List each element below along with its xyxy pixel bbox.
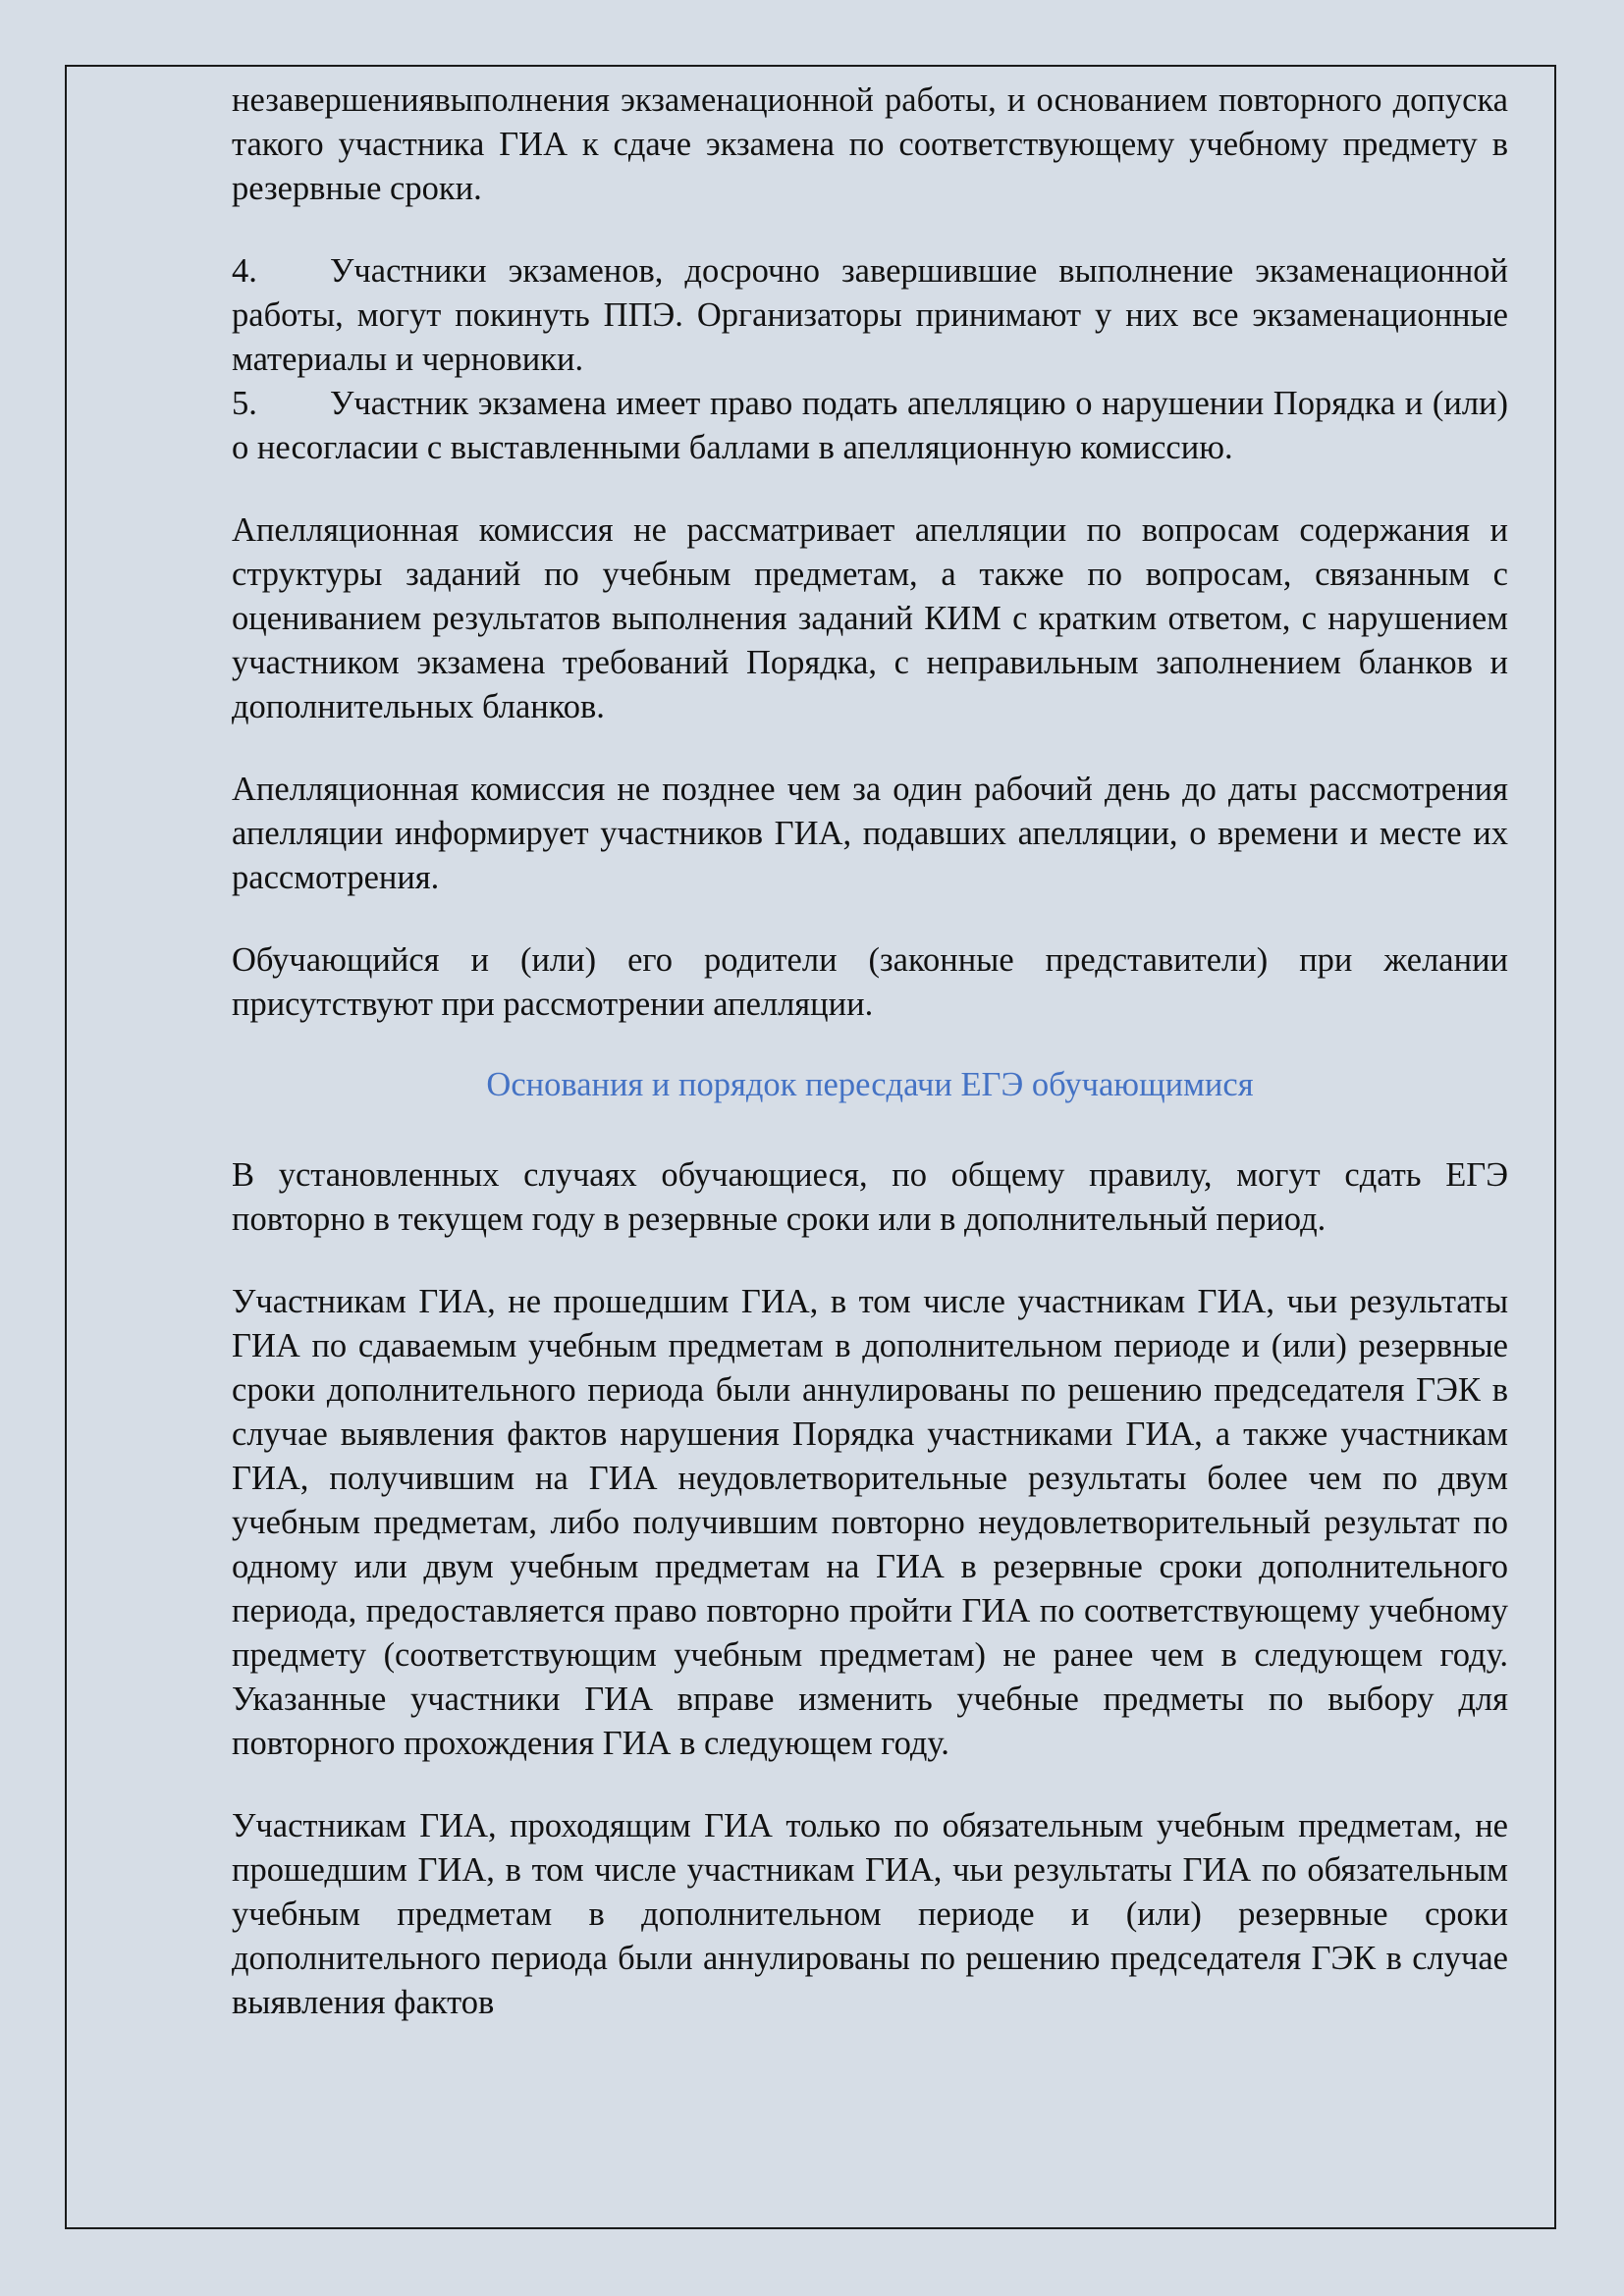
paragraph-retake-general: В установленных случаях обучающиеся, по общему правилу, могут сдать ЕГЭ повторно в текущем году в резервные сроки или в дополнительный период. bbox=[232, 1156, 1508, 1238]
paragraph-continuation: незавершениявыполнения экзаменационной работы, и основанием повторного допуска такого участника ГИА к сдаче экзамена по соответствующему учебному предмету в резервные сроки. bbox=[232, 81, 1508, 207]
list-item-text: Участник экзамена имеет право подать апелляцию о нарушении Порядка и (или) о несогласии с выставленными баллами в апелляционную комиссию. bbox=[232, 385, 1508, 466]
list-item-4 bbox=[232, 249, 1508, 382]
paragraph-appeal-notice: Апелляционная комиссия не позднее чем за один рабочий день до даты рассмотрения апелляции информирует участников ГИА, подавших апелляции, о времени и месте их рассмотрения. bbox=[232, 771, 1508, 896]
list-number: 4. bbox=[232, 252, 257, 290]
list-item-5 bbox=[232, 382, 1508, 470]
paragraph-retake-next-year: Участникам ГИА, не прошедшим ГИА, в том числе участникам ГИА, чьи результаты ГИА по сдаваемым учебным предметам в дополнительном периоде и (или) резервные сроки дополнительного периода были аннулированы по решению председателя ГЭК в случае выявления фактов нарушения Порядка участниками ГИА, а также участникам ГИА, получившим на ГИА неудовлетворительные результаты более чем по двум учебным предметам, либо получившим повторно неудовлетворительный результат по одному или двум учебным предметам на ГИА в резервные сроки дополнительного периода, предоставляется право повторно пройти ГИА по соответствующему учебному предмету (соответствующим учебным предметам) не ранее чем в следующем году. Указанные участники ГИА вправе изменить учебные предметы по выбору для повторного прохождения ГИА в следующем году. bbox=[232, 1283, 1508, 1762]
paragraph-mandatory-subjects: Участникам ГИА, проходящим ГИА только по обязательным учебным предметам, не прошедшим ГИА, в том числе участникам ГИА, чьи результаты ГИА по обязательным учебным предметам в дополнительном периоде и (или) резервные сроки дополнительного периода были аннулированы по решению председателя ГЭК в случае выявления фактов bbox=[232, 1807, 1508, 2021]
section-heading: Основания и порядок пересдачи ЕГЭ обучающимися bbox=[486, 1066, 1254, 1103]
list-number: 5. bbox=[232, 385, 257, 422]
paragraph-appeal-scope: Апелляционная комиссия не рассматривает апелляции по вопросам содержания и структуры заданий по учебным предметам, а также по вопросам, связанным с оцениванием результатов выполнения заданий КИМ с кратким ответом, с нарушением участником экзамена требований Порядка, с неправильным заполнением бланков и дополнительных бланков. bbox=[232, 511, 1508, 725]
document-body bbox=[232, 79, 1508, 2025]
paragraph-attendance: Обучающийся и (или) его родители (законные представители) при желании присутствуют при рассмотрении апелляции. bbox=[232, 941, 1508, 1023]
list-item-text: Участники экзаменов, досрочно завершившие выполнение экзаменационной работы, могут покинуть ППЭ. Организаторы принимают у них все экзаменационные материалы и черновики. bbox=[232, 252, 1508, 378]
